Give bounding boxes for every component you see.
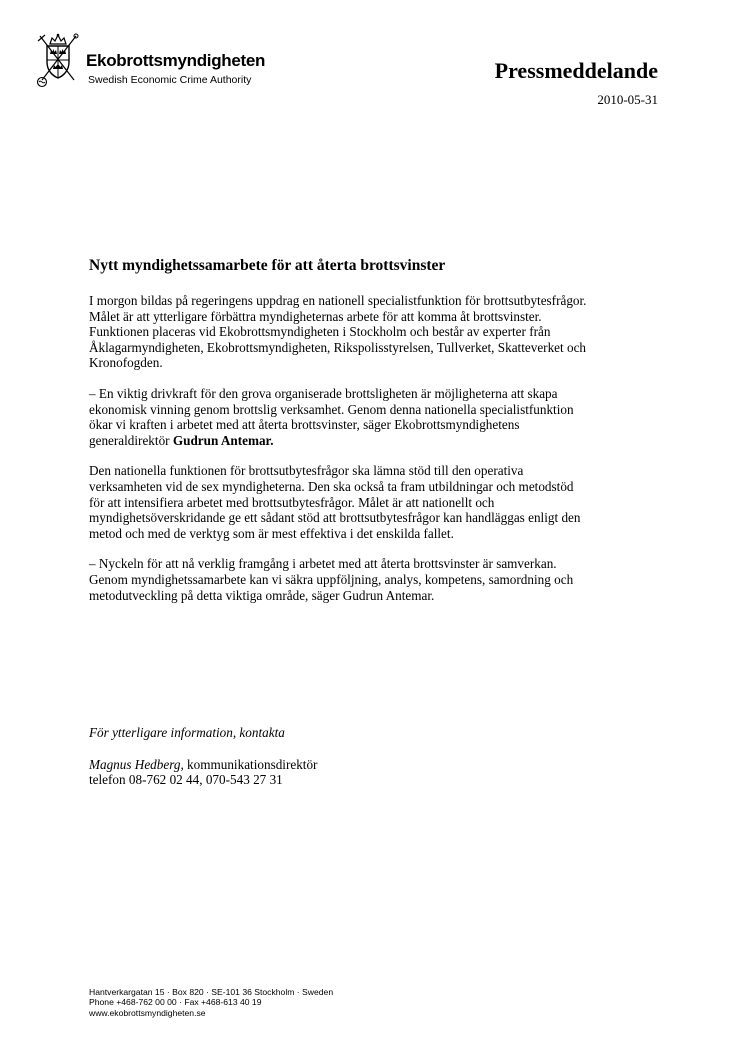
paragraph-4 (89, 556, 669, 603)
logo-name: Ekobrottsmyndigheten (86, 51, 266, 70)
text-line: I morgon bildas på regeringens uppdrag en nationell specialistfunktion för brottsutbytesfrågor. (89, 293, 587, 308)
paragraph-3 (89, 463, 669, 541)
text-line: metodutveckling på detta viktiga område, säger Gudrun Antemar. (89, 587, 435, 603)
text-line (89, 433, 669, 449)
contact-name: Magnus Hedberg, (89, 756, 184, 772)
contact-heading: För ytterligare information, kontakta (89, 725, 285, 740)
text-line: Funktionen placeras vid Ekobrottsmyndigheten i Stockholm och består av experter från (89, 324, 551, 340)
text-line: Den nationella funktionen för brottsutbytesfrågor ska lämna stöd till den operativa (89, 463, 524, 479)
text-line: ekonomisk vinning genom brottslig verksamhet. Genom denna nationella specialistfunktion (89, 401, 574, 417)
paragraph-2 (89, 386, 669, 448)
text-line: ökar vi kraften i arbetet med att återta brottsvinster, säger Ekobrottsmyndighetens (89, 417, 520, 433)
contact-section (89, 725, 589, 788)
agency-logo (34, 32, 294, 92)
document-type-title: Pressmeddelande (494, 58, 658, 83)
text-line: Genom myndighetssamarbete kan vi säkra uppföljning, analys, kompetens, samordning och (89, 571, 574, 587)
logo-subtitle: Swedish Economic Crime Authority (88, 74, 252, 86)
text-line: myndighetsöverskridande ge ett sådant stöd att brottsutbytesfrågor kan handläggas enligt den (89, 510, 581, 526)
footer-website-link[interactable]: www.ekobrottsmyndigheten.se (89, 1007, 206, 1018)
text-line: för att intensifiera arbetet med brottsutbytesfrågor. Målet är att nationellt och (89, 494, 495, 510)
text-fragment: generaldirektör (89, 432, 173, 448)
footer-phone-fax: Phone +468-762 00 00 · Fax +468-613 40 19 (89, 997, 262, 1008)
text-line: verksamheten vid de sex myndigheterna. Den ska också ta fram utbildningar och metodstöd (89, 478, 574, 494)
coat-of-arms-icon (34, 32, 82, 90)
text-line: Åklagarmyndigheten, Ekobrottsmyndigheten, Rikspolisstyrelsen, Tullverket, Skatteverket och (89, 339, 587, 355)
text-line: – En viktig drivkraft för den grova organiserade brottsligheten är möjligheterna att skapa (89, 385, 558, 401)
paragraph-1 (89, 293, 669, 371)
contact-person (89, 757, 589, 773)
article-body (89, 257, 669, 618)
footer-address: Hantverkargatan 15 · Box 820 · SE-101 36 Stockholm · Sweden (89, 987, 334, 997)
quoted-person-name: Gudrun Antemar. (172, 432, 274, 448)
document-date: 2010-05-31 (597, 92, 658, 107)
footer (89, 987, 333, 1018)
text-line: metod och med de verktyg som är mest effektiva i det enskilda fallet. (89, 525, 454, 541)
contact-role: kommunikationsdirektör (183, 756, 318, 772)
text-line: – Nyckeln för att nå verklig framgång i arbetet med att återta brottsvinster är samverkan. (89, 556, 557, 572)
article-headline: Nytt myndighetssamarbete för att återta brottsvinster (89, 257, 446, 274)
text-line: Kronofogden. (89, 355, 163, 371)
contact-phone: telefon 08-762 02 44, 070-543 27 31 (89, 772, 283, 788)
text-line: Målet är att ytterligare förbättra myndigheternas arbete för att komma åt brottsvinster. (89, 308, 542, 324)
